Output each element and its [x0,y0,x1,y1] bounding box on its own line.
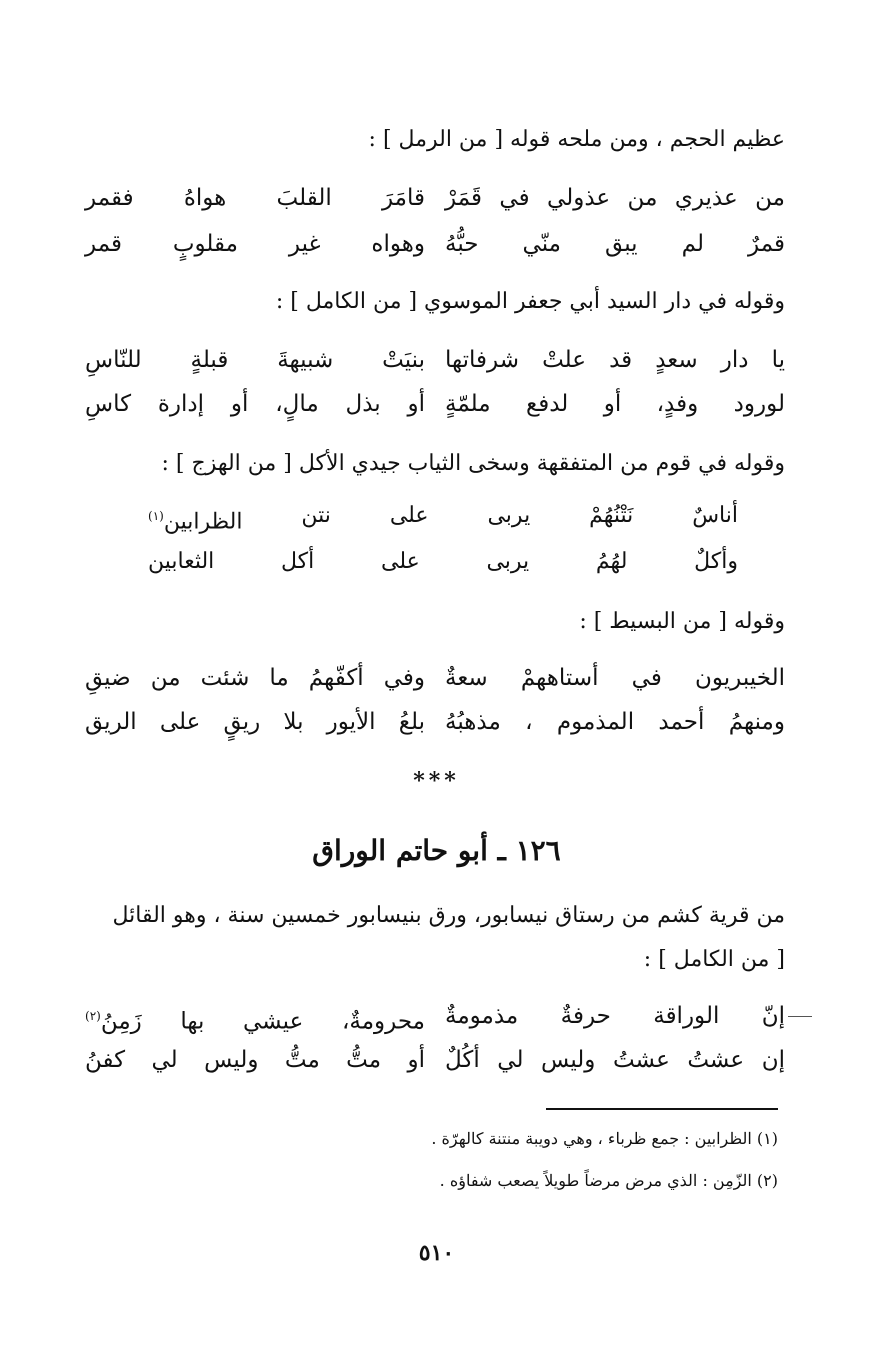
word: على [380,549,420,574]
poem4-verse-2 [85,700,785,744]
word: نَتْنُهُمْ [589,503,634,528]
footnote-marker: (١) [148,509,164,523]
word-with-note [148,494,242,538]
word: وأكلٌ [694,549,738,574]
section-intro-2: [ من الكامل ] : [643,947,785,972]
intro-line-3: وقوله في قوم من المتفقهة وسخى الثياب جيدي الأكل [ من الهزج ] : [161,451,785,476]
page-number: ٥١٠ [418,1240,455,1266]
hemistich: قمرٌ لم يبق منّي حبُّهُ [445,231,785,257]
intro-line-2: وقوله في دار السيد أبي جعفر الموسوي [ من الكامل ] : [275,289,785,314]
hemistich: من عذيري من عذولي في قَمَرْ [445,185,785,211]
poem1-verse-2 [85,222,785,266]
poem3-verse-1 [148,494,738,538]
footnote-divider [546,1108,778,1110]
hemistich: محرومةٌ، عيشي بها زَمِنُ [100,1008,425,1035]
word: يربى [486,549,530,574]
footnote-2: (٢) الزّمِن : الذي مرض مرضاً طويلاً يصعب شفاؤه . [439,1171,778,1190]
poem2-verse-1 [85,338,785,382]
hemistich: لورود وفدٍ، أو لدفع ملمّةٍ [445,391,785,417]
word: أكل [281,549,315,574]
word: أناسٌ [692,503,738,528]
margin-mark [788,1016,812,1017]
word: الثعابين [148,549,215,574]
word: يربى [487,503,531,528]
hemistich: وهواه غير مقلوبٍ قمر [85,231,425,257]
word: على [389,503,429,528]
hemistich: إنّ الوراقة حرفةٌ مذمومةٌ [445,1003,785,1029]
hemistich: بنيَتْ شبيهةَ قبلةٍ للنّاسِ [85,347,425,373]
poem2-verse-2 [85,382,785,426]
poem5-verse-1 [85,994,785,1038]
hemistich: يا دار سعدٍ قد علتْ شرفاتها [445,347,785,373]
poem3-verse-2 [148,540,738,584]
word: لهُمُ [595,549,628,574]
hemistich: وفي أكفّهمُ ما شئت من ضيقِ [85,665,425,691]
hemistich: قامَرَ القلبَ هواهُ فقمر [85,185,425,211]
hemistich: أو بذل مالٍ، أو إدارة كاسِ [85,391,425,417]
poem4-verse-1 [85,656,785,700]
footnote-marker: (٢) [85,1009,101,1023]
hemistich-with-note [85,994,425,1044]
hemistich: إن عشتُ عشتُ وليس لي أكُلٌ [445,1047,785,1073]
word: الظرابين [163,509,243,535]
section-separator: *** [413,768,460,794]
hemistich: الخيبريون في أستاههمْ سعةٌ [445,665,785,691]
hemistich: أو متُّ متُّ وليس لي كفنُ [85,1047,425,1073]
word: نتن [301,503,331,528]
hemistich: ومنهمُ أحمد المذموم ، مذهبُهُ [445,709,785,735]
section-intro: من قرية كشم من رستاق نيسابور، ورق بنيسابور خمسين سنة ، وهو القائل [112,903,785,928]
footnote-1: (١) الظرابين : جمع ظرباء ، وهي دويبة منتنة كالهرّة . [431,1129,778,1148]
hemistich: بلعُ الأيور بلا ريقٍ على الريق [85,709,425,735]
section-heading: ١٢٦ ـ أبو حاتم الوراق [312,834,561,867]
intro-line: عظيم الحجم ، ومن ملحه قوله [ من الرمل ] : [368,127,785,152]
intro-line-4: وقوله [ من البسيط ] : [579,609,785,634]
poem1-verse-1 [85,176,785,220]
poem5-verse-2 [85,1038,785,1082]
